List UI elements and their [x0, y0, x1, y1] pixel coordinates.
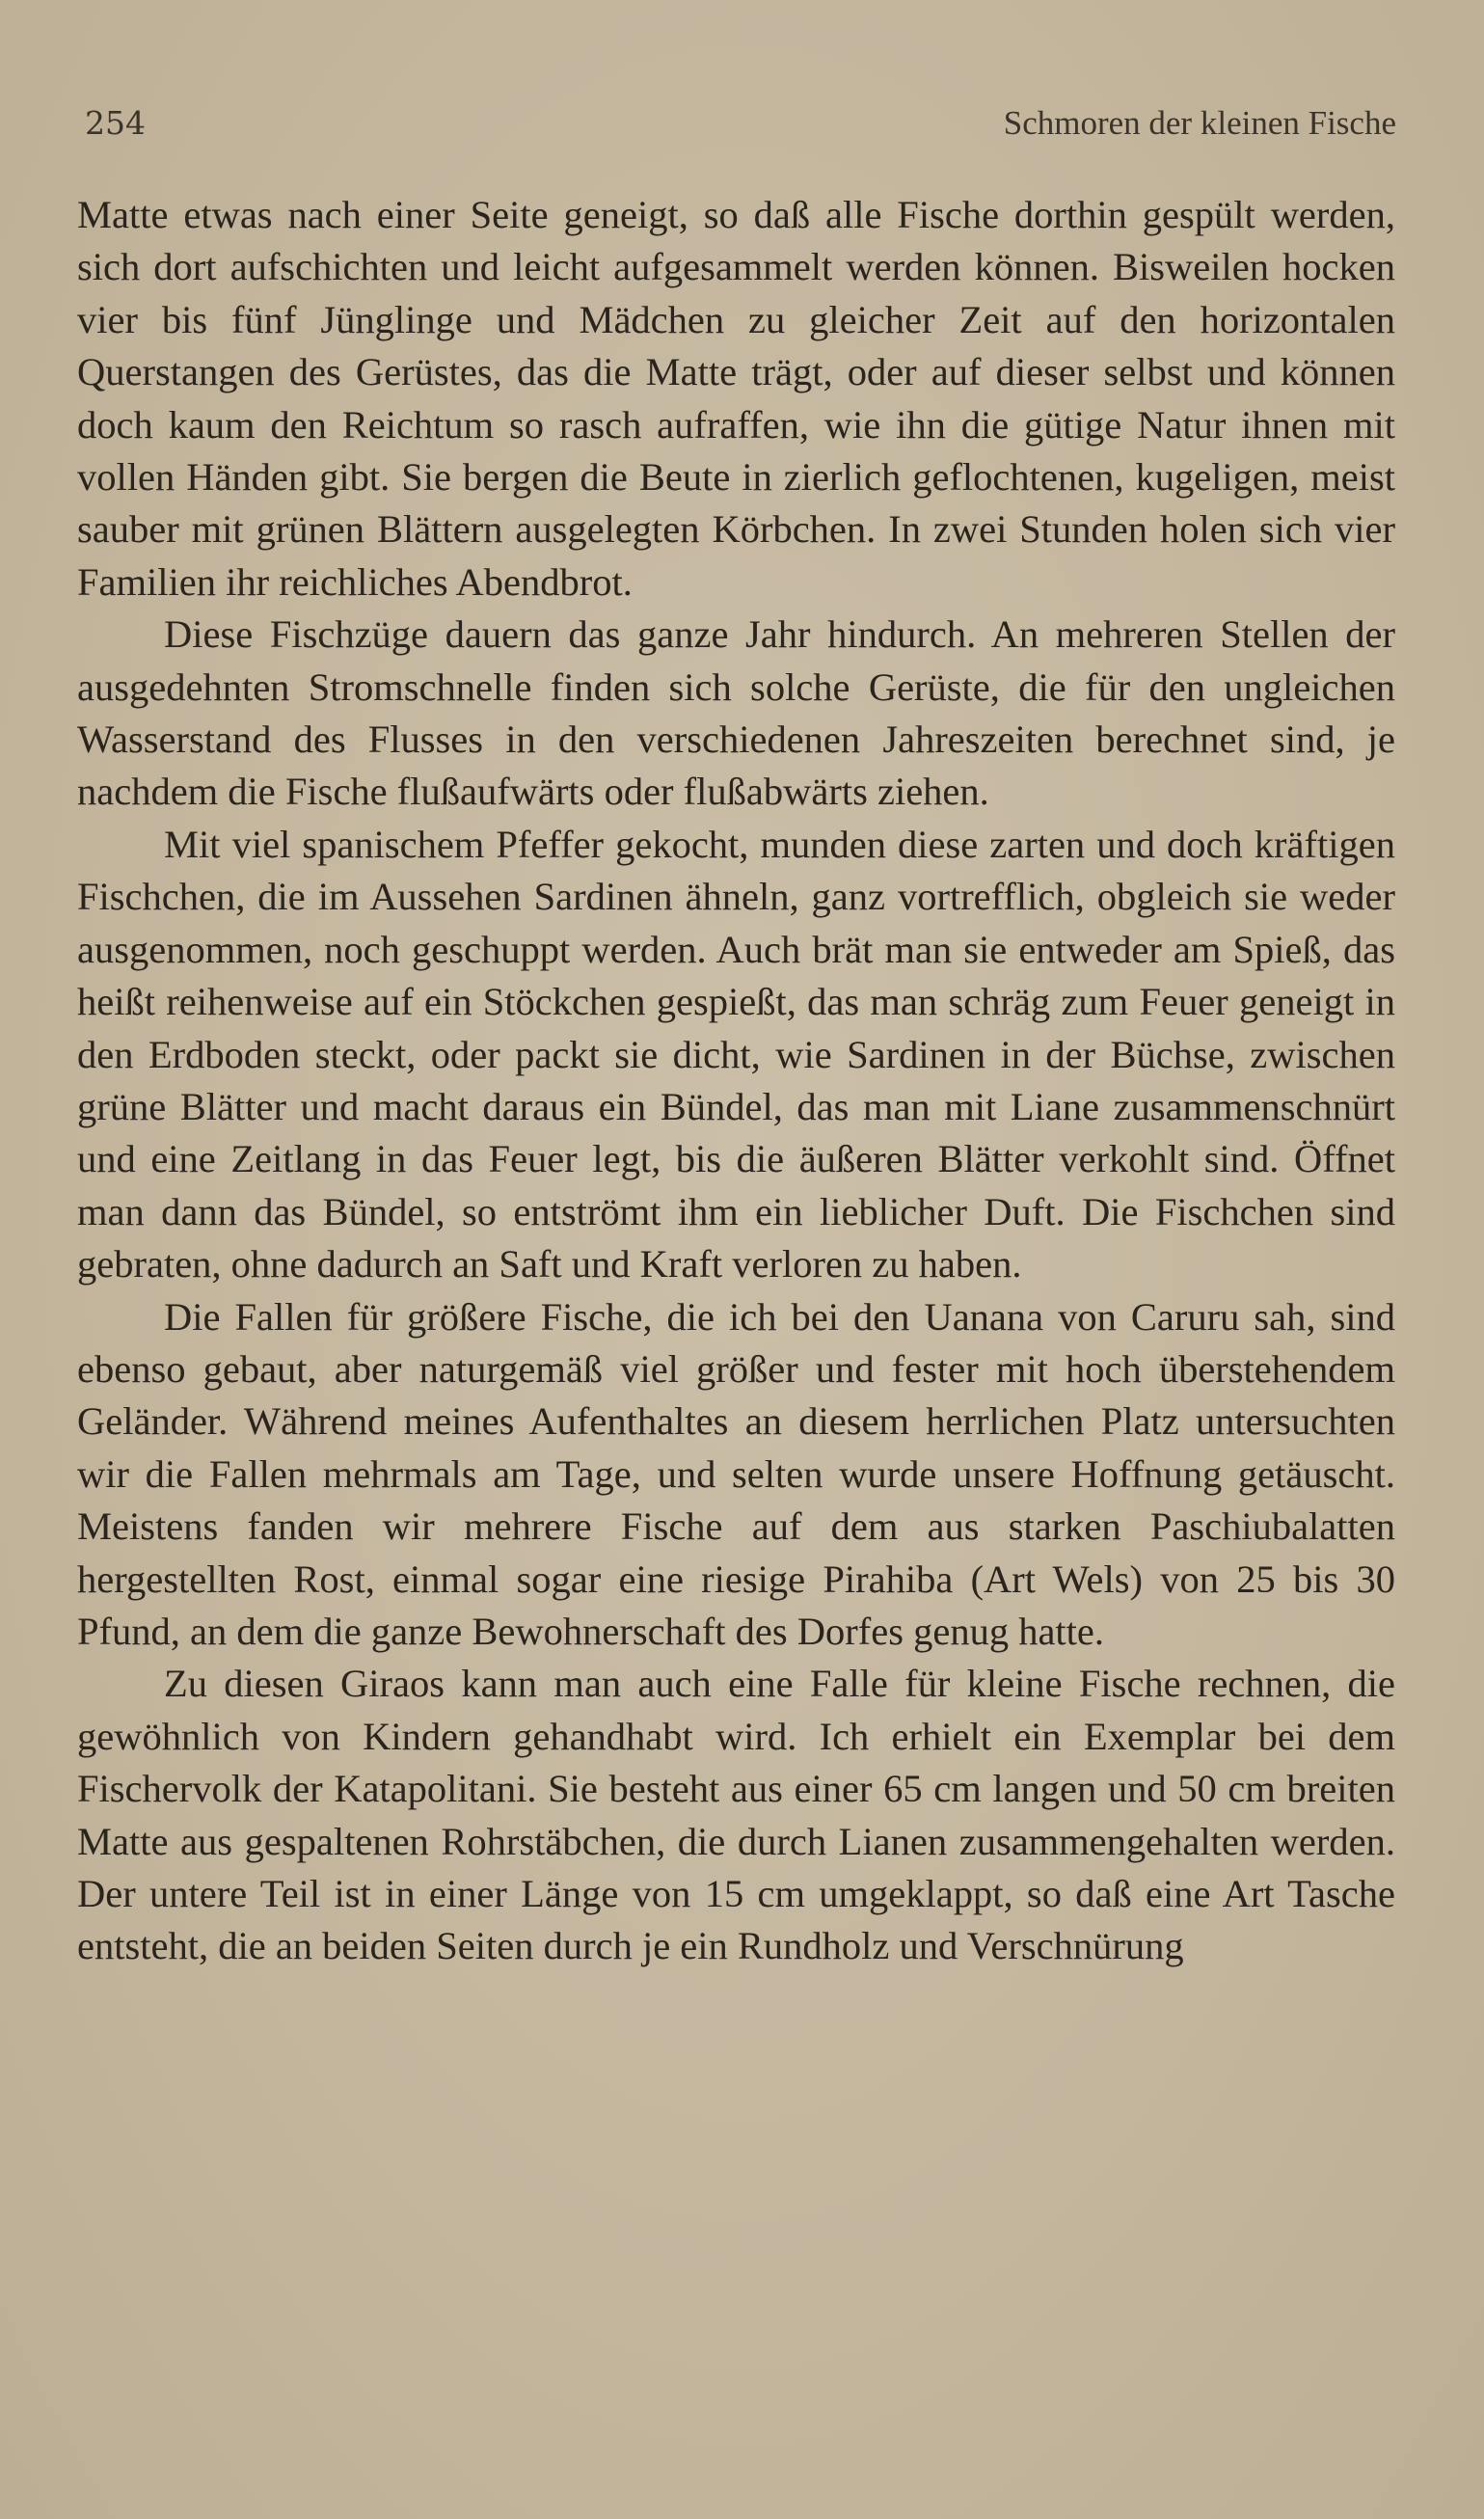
paragraph-3: Mit viel spanischem Pfeffer gekocht, munden diese zarten und doch kräftigen Fischchen, die im Aussehen Sardinen ähneln, ganz vortrefflich, obgleich sie weder ausgenommen, noch geschuppt werden. Auch brät man sie entweder am Spieß, das heißt reihenweise auf ein Stöckchen gespießt, das man schräg zum Feuer geneigt in den Erdboden steckt, oder packt sie dicht, wie Sardinen in der Büchse, zwischen grüne Blätter und macht daraus ein Bündel, das man mit Liane zusammenschnürt und eine Zeitlang in das Feuer legt, bis die äußeren Blätter verkohlt sind. Öffnet man dann das Bündel, so entströmt ihm ein lieblicher Duft. Die Fischchen sind gebraten, ohne dadurch an Saft und Kraft verloren zu haben. [77, 822, 1395, 1287]
paragraph-1: Matte etwas nach einer Seite geneigt, so daß alle Fische dorthin gespült werden, sich dort aufschichten und leicht aufgesammelt werden können. Bisweilen hocken vier bis fünf Jünglinge und Mädchen zu gleicher Zeit auf den horizontalen Querstangen des Gerüstes, das die Matte trägt, oder auf dieser selbst und können doch kaum den Reichtum so rasch aufraffen, wie ihn die gütige Natur ihnen mit vollen Händen gibt. Sie bergen die Beute in zierlich geflochtenen, kugeligen, meist sauber mit grünen Blättern ausgelegten Körbchen. In zwei Stunden holen sich vier Familien ihr reichliches Abendbrot. [77, 193, 1395, 604]
page-header [85, 104, 1396, 152]
running-head: Schmoren der kleinen Fische [1003, 104, 1396, 142]
paragraph-4: Die Fallen für größere Fische, die ich bei den Uanana von Caruru sah, sind ebenso gebaut, aber naturgemäß viel größer und fester mit hoch überstehendem Geländer. Während meines Aufenthaltes an diesem herrlichen Platz untersuchten wir die Fallen mehrmals am Tage, und selten wurde unsere Hoffnung getäuscht. Meistens fanden wir mehrere Fische auf dem aus starken Paschiubalatten hergestellten Rost, einmal sogar eine riesige Pirahiba (Art Wels) von 25 bis 30 Pfund, an dem die ganze Bewohnerschaft des Dorfes genug hatte. [77, 1294, 1395, 1653]
page-number: 254 [85, 104, 146, 142]
body-text [77, 189, 1395, 1973]
paragraph-2: Diese Fischzüge dauern das ganze Jahr hindurch. An mehreren Stellen der ausgedehnten Stromschnelle finden sich solche Gerüste, die für den ungleichen Wasserstand des Flusses in den verschiedenen Jahreszeiten berechnet sind, je nachdem die Fische flußaufwärts oder flußabwärts ziehen. [77, 612, 1395, 814]
paragraph-5: Zu diesen Giraos kann man auch eine Falle für kleine Fische rechnen, die gewöhnlich von Kindern gehandhabt wird. Ich erhielt ein Exemplar bei dem Fischervolk der Katapolitani. Sie besteht aus einer 65 cm langen und 50 cm breiten Matte aus gespaltenen Rohrstäbchen, die durch Lianen zusammengehalten werden. Der untere Teil ist in einer Länge von 15 cm umgeklappt, so daß eine Art Tasche entsteht, die an beiden Seiten durch je ein Rundholz und Verschnürung [77, 1662, 1395, 1968]
